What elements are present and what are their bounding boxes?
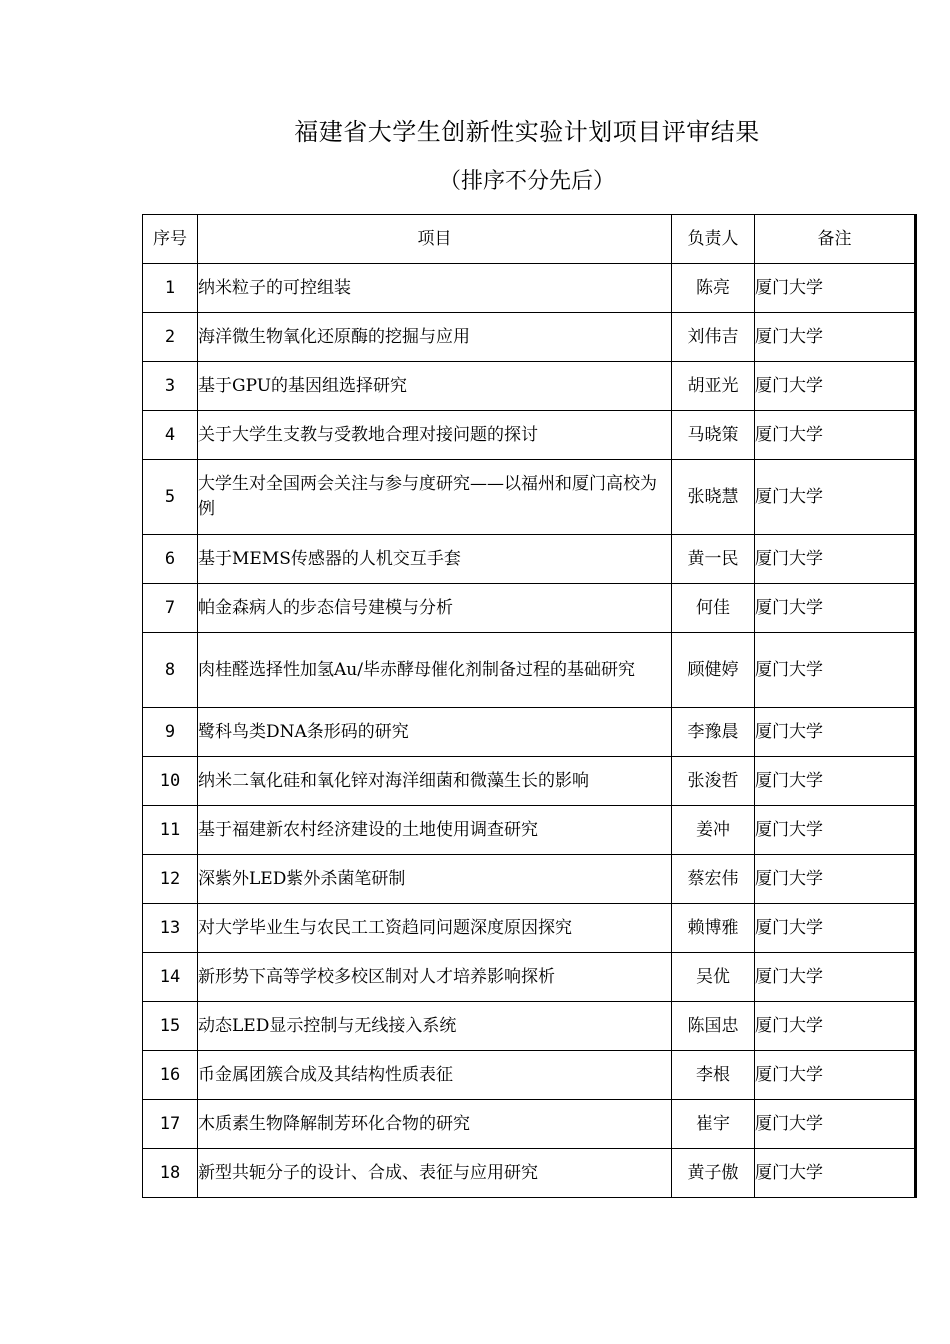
table-row [143, 535, 916, 584]
table-row [143, 633, 916, 708]
project-name: 新形势下高等学校多校区制对人才培养影响探析 [198, 953, 672, 1002]
project-note: 厦门大学 [755, 904, 916, 953]
project-leader: 马晓策 [672, 411, 755, 460]
project-leader: 顾健婷 [672, 633, 755, 708]
project-leader: 陈亮 [672, 264, 755, 313]
project-name: 动态LED显示控制与无线接入系统 [198, 1002, 672, 1051]
project-name: 基于福建新农村经济建设的土地使用调查研究 [198, 806, 672, 855]
project-leader: 黄一民 [672, 535, 755, 584]
project-name: 纳米粒子的可控组装 [198, 264, 672, 313]
project-name: 海洋微生物氧化还原酶的挖掘与应用 [198, 313, 672, 362]
row-number: 8 [143, 633, 198, 708]
row-number: 1 [143, 264, 198, 313]
project-leader: 崔宇 [672, 1100, 755, 1149]
project-leader: 胡亚光 [672, 362, 755, 411]
table-row [143, 806, 916, 855]
project-note: 厦门大学 [755, 806, 916, 855]
row-number: 4 [143, 411, 198, 460]
project-name: 基于MEMS传感器的人机交互手套 [198, 535, 672, 584]
project-note: 厦门大学 [755, 1100, 916, 1149]
row-number: 6 [143, 535, 198, 584]
project-name: 基于GPU的基因组选择研究 [198, 362, 672, 411]
project-leader: 张晓慧 [672, 460, 755, 535]
results-table [142, 214, 917, 1198]
project-name: 肉桂醛选择性加氢Au/毕赤酵母催化剂制备过程的基础研究 [198, 633, 672, 708]
row-number: 5 [143, 460, 198, 535]
row-number: 12 [143, 855, 198, 904]
row-number: 3 [143, 362, 198, 411]
project-name: 鹭科鸟类DNA条形码的研究 [198, 708, 672, 757]
row-number: 10 [143, 757, 198, 806]
project-name: 深紫外LED紫外杀菌笔研制 [198, 855, 672, 904]
project-note: 厦门大学 [755, 313, 916, 362]
project-name: 对大学毕业生与农民工工资趋同问题深度原因探究 [198, 904, 672, 953]
header-leader: 负责人 [672, 215, 755, 264]
table-row [143, 904, 916, 953]
project-name: 纳米二氧化硅和氧化锌对海洋细菌和微藻生长的影响 [198, 757, 672, 806]
table-row [143, 953, 916, 1002]
project-name: 帕金森病人的步态信号建模与分析 [198, 584, 672, 633]
row-number: 16 [143, 1051, 198, 1100]
project-note: 厦门大学 [755, 757, 916, 806]
project-leader: 姜冲 [672, 806, 755, 855]
project-leader: 陈国忠 [672, 1002, 755, 1051]
project-leader: 何佳 [672, 584, 755, 633]
table-row [143, 362, 916, 411]
header-no: 序号 [143, 215, 198, 264]
project-note: 厦门大学 [755, 953, 916, 1002]
row-number: 14 [143, 953, 198, 1002]
table-row [143, 1051, 916, 1100]
row-number: 15 [143, 1002, 198, 1051]
table-row [143, 855, 916, 904]
table-row [143, 757, 916, 806]
row-number: 11 [143, 806, 198, 855]
header-project: 项目 [198, 215, 672, 264]
project-note: 厦门大学 [755, 535, 916, 584]
table-row [143, 584, 916, 633]
project-note: 厦门大学 [755, 1149, 916, 1198]
project-leader: 李豫晨 [672, 708, 755, 757]
project-name: 木质素生物降解制芳环化合物的研究 [198, 1100, 672, 1149]
row-number: 7 [143, 584, 198, 633]
project-note: 厦门大学 [755, 362, 916, 411]
table-row [143, 313, 916, 362]
project-name: 新型共轭分子的设计、合成、表征与应用研究 [198, 1149, 672, 1198]
project-note: 厦门大学 [755, 855, 916, 904]
project-note: 厦门大学 [755, 633, 916, 708]
project-leader: 刘伟吉 [672, 313, 755, 362]
table-row [143, 460, 916, 535]
project-leader: 张浚哲 [672, 757, 755, 806]
table-row [143, 1100, 916, 1149]
project-note: 厦门大学 [755, 708, 916, 757]
project-note: 厦门大学 [755, 264, 916, 313]
project-name: 关于大学生支教与受教地合理对接问题的探讨 [198, 411, 672, 460]
table-header-row [143, 215, 916, 264]
row-number: 13 [143, 904, 198, 953]
table-row [143, 1002, 916, 1051]
document-title: 福建省大学生创新性实验计划项目评审结果 [294, 118, 760, 146]
project-leader: 赖博雅 [672, 904, 755, 953]
table-body [143, 264, 916, 1198]
project-note: 厦门大学 [755, 1002, 916, 1051]
project-note: 厦门大学 [755, 460, 916, 535]
project-name: 币金属团簇合成及其结构性质表征 [198, 1051, 672, 1100]
table-row [143, 1149, 916, 1198]
row-number: 18 [143, 1149, 198, 1198]
project-note: 厦门大学 [755, 1051, 916, 1100]
table-row [143, 264, 916, 313]
document-subtitle: （排序不分先后） [438, 169, 615, 194]
project-note: 厦门大学 [755, 411, 916, 460]
table-row [143, 411, 916, 460]
row-number: 17 [143, 1100, 198, 1149]
project-leader: 蔡宏伟 [672, 855, 755, 904]
project-leader: 黄子傲 [672, 1149, 755, 1198]
project-leader: 吴优 [672, 953, 755, 1002]
row-number: 9 [143, 708, 198, 757]
row-number: 2 [143, 313, 198, 362]
project-name: 大学生对全国两会关注与参与度研究——以福州和厦门高校为例 [198, 460, 672, 535]
project-note: 厦门大学 [755, 584, 916, 633]
table-row [143, 708, 916, 757]
header-note: 备注 [755, 215, 916, 264]
project-leader: 李根 [672, 1051, 755, 1100]
